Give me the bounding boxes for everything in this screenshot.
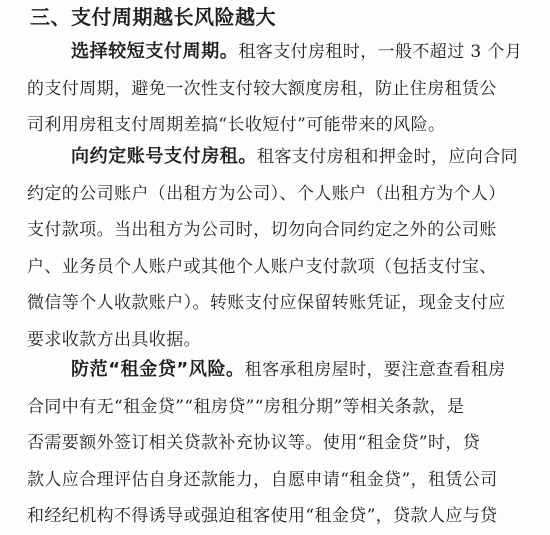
paragraph-rent-loan-risk <box>27 352 527 535</box>
paragraph-line <box>27 34 527 71</box>
paragraph-line: 的支付周期，避免一次性支付较大额度房租，防止住房租赁公 <box>27 78 497 99</box>
paragraph-text: 租客支付房租和押金时，应向合同 <box>257 147 518 167</box>
paragraph-lead: 防范“租金贷”风险。 <box>71 359 245 380</box>
paragraph-line: 否需要额外签订相关贷款补充协议等。使用“租金贷”时，贷 <box>27 433 481 453</box>
paragraph-line: 要求收款方出具收据。 <box>27 329 201 350</box>
paragraph-agreed-account <box>27 139 527 358</box>
paragraph-line: 合同中有无“租金贷”“租房贷”“房租分期”等相关条款，是 <box>27 396 465 417</box>
section-heading: 三、支付周期越长风险越大 <box>30 5 276 29</box>
paragraph-line: 微信等个人收款账户）。转账支付应保留转账凭证，现金支付应 <box>27 293 506 313</box>
paragraph-lead: 向约定账号支付房租。 <box>71 146 257 167</box>
paragraph-line <box>27 352 527 389</box>
paragraph-line <box>27 139 527 176</box>
paragraph-line: 支付款项。当出租方为公司时，切勿向合同约定之外的公司账 <box>27 220 497 240</box>
paragraph-text: 租客承租房屋时，要注意查看租房 <box>244 360 506 380</box>
paragraph-line: 约定的公司账户（出租方为公司）、个人账户（出租方为个人） <box>27 183 506 204</box>
paragraph-line: 户、业务员个人账户或其他个人账户支付款项（包括支付宝、 <box>27 256 497 277</box>
paragraph-short-payment-cycle <box>27 34 527 144</box>
paragraph-text: 租客支付房租时，一般不超过 3 个月 <box>238 42 523 62</box>
paragraph-line: 款人应合理评估自身还款能力，自愿申请“租金贷”，租赁公司 <box>27 469 498 490</box>
paragraph-line: 司利用房租支付周期差搞“长收短付”可能带来的风险。 <box>27 115 446 135</box>
paragraph-line: 和经纪机构不得诱导或强迫租客使用“租金贷”，贷款人应与贷 <box>27 506 498 526</box>
paragraph-lead: 选择较短支付周期。 <box>71 41 239 62</box>
